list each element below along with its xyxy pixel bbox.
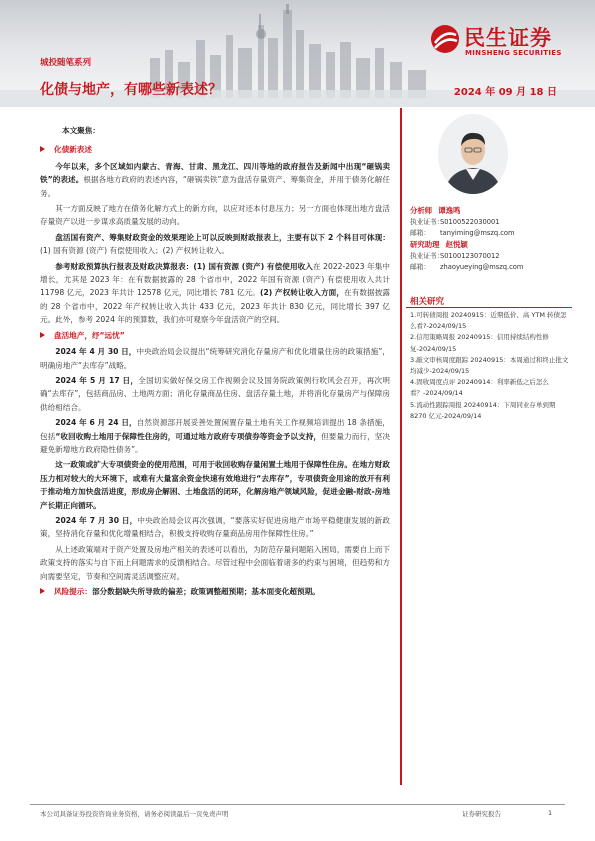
related-research-item[interactable]: 5.流动性跟踪周报 20240914：下周同业存单到期 8270 亿元-2024/09/14 [410, 400, 556, 420]
footer-disclaimer: 本公司具备证券投资咨询业务资格，请务必阅读最后一页免责声明 [40, 810, 229, 818]
body-paragraph [40, 260, 390, 327]
footer-divider [30, 804, 565, 805]
text-run: 根据各地方政府的表述内容，“砸锅卖铁”意为盘活存量资产、筹集资金，并用于债务化解任务。 [40, 175, 390, 198]
risk-warning [40, 585, 390, 598]
logo-mark-icon [430, 24, 460, 54]
analyst-name: 谭逸鸣 [438, 206, 461, 215]
header-banner [0, 0, 595, 107]
analyst-name-row [410, 239, 570, 251]
bold-text-run: 这一政策或扩大专项债资金的使用范围，可用于收回收购存量闲置土地用于保障性住房。在地方财政压力相对较大的大环境下，或难有大量富余资金快速有效地进行“去库存”，专项债资金用途的放开有利于推动地方加快盘活进度，形成房企解困、土地盘活的闭环，化解房地产领域风险，促进金融-财政-房地产长期正向循环。 [40, 460, 390, 510]
triangle-bullet-icon [40, 332, 45, 338]
text-run: 在有数据披露的 28 个省市中，2022 年产权转让收入共计 433 亿元，2023 年共计 830 亿元，同比增长 397 亿元。此外，参考 2024 年的预算数，我们亦可观察今年盘活资产的空间。 [40, 288, 391, 325]
body-paragraph [40, 231, 390, 258]
body-paragraph [40, 345, 390, 372]
footer-report-type: 证券研究报告 [462, 810, 501, 818]
analyst-email-link[interactable]: tanyiming@mszq.com [440, 229, 515, 237]
logo-text-cn: 民生证券 [464, 26, 552, 50]
section-heading [40, 329, 390, 342]
analyst-detail-key: 执业证书： [410, 218, 444, 226]
related-research-title: 相关研究 [410, 297, 445, 307]
analyst-role: 分析师 [410, 206, 433, 215]
bold-text-run: 2024 年 7 月 30 日， [55, 515, 138, 525]
body-paragraph [40, 543, 390, 583]
report-title: 化债与地产，有哪些新表述？ [40, 82, 222, 98]
analyst-photo [438, 114, 508, 194]
analyst-portrait-icon [438, 114, 508, 194]
triangle-bullet-icon [40, 588, 45, 594]
analyst-detail-key: 邮箱： [410, 229, 431, 237]
analyst-detail-row [410, 251, 570, 262]
text-run: 中央政治局会议提出“统筹研究消化存量房产和优化增量住房的政策措施”，明确房地产“去库存”战略。 [40, 347, 390, 370]
risk-label: 风险提示： [54, 587, 92, 596]
analyst-detail-key: 执业证书： [410, 252, 444, 260]
sections-container [40, 143, 390, 583]
logo-text-en: MINSHENG SECURITIES [465, 49, 562, 57]
analyst-cert-number: S0100522030001 [440, 218, 500, 226]
related-research-list [410, 310, 570, 422]
bold-text-run: 参考财政预算执行报表及财政决算报表：(1) 国有资源 (资产) 有偿使用收入 [55, 261, 313, 271]
related-research-item[interactable]: 4.固收周度点评 20240914：利率新低之后怎么看？-2024/09/14 [410, 378, 549, 398]
bold-text-run: 盘活国有资产、筹集财政资金的效果理论上可以反映到财政报表上，主要有以下 2 个科目可体现： [55, 232, 390, 242]
related-research-item[interactable]: 2.信用策略周报 20240915：信用持续结构性修复-2024/09/15 [410, 333, 549, 353]
company-logo [430, 22, 585, 64]
text-run: 自然资源部开展妥善处置闲置存量土地有关工作视频培训提出 18 条措施，包括 [40, 418, 390, 441]
bold-text-run: 2024 年 4 月 30 日， [55, 347, 137, 357]
main-column [40, 124, 390, 598]
report-date: 2024 年 09 月 18 日 [453, 87, 557, 98]
text-run: 中央政治局会议再次强调，“要落实好促进房地产市场平稳健康发展的新政策，坚持消化存量和优化增量相结合，积极支持收购存量商品房用作保障性住房。” [40, 515, 390, 539]
analyst-cert-number: S0100123070012 [440, 252, 500, 260]
bold-text-run: 2024 年 6 月 24 日， [55, 418, 137, 428]
analyst-email-link[interactable]: zhaoyueying@mszq.com [440, 263, 524, 271]
body-paragraph [40, 514, 390, 541]
analyst-detail-row [410, 217, 570, 228]
analyst-info [410, 205, 570, 273]
analyst-name: 赵悦颖 [445, 240, 468, 249]
section-heading-text: 化债新表述 [54, 145, 92, 155]
analyst-role: 研究助理 [410, 240, 440, 249]
related-divider [406, 307, 572, 308]
text-run: (1) 国有资源 (资产) 有偿使用收入；(2) 产权转让收入。 [40, 246, 229, 256]
page-number: 1 [548, 809, 553, 817]
body-paragraph [40, 202, 390, 229]
focus-label: 本文聚焦： [62, 126, 100, 135]
body-paragraph [40, 416, 390, 456]
analyst-detail-key: 邮箱： [410, 263, 431, 271]
body-paragraph [40, 374, 390, 414]
section-heading-text: 盘活地产，纾“远忧” [54, 330, 125, 340]
body-paragraph [40, 458, 390, 512]
column-divider [400, 108, 402, 785]
bold-text-run: “收回收购土地用于保障性住房的，可通过地方政府专项债券等资金予以支持， [55, 431, 322, 441]
related-research-item[interactable]: 1.可转债周报 20240915：近期低价、高 YTM 转债怎么看?-2024/09/15 [410, 311, 567, 331]
analyst-name-row [410, 205, 570, 217]
section-heading [40, 143, 390, 156]
text-run: 在 2022-2023 年集中增长，尤其是 2023 年：在有数据披露的 28 个省市中，2022 年国有资源 (资产) 有偿使用收入共计 11798 亿元，2023 年共计 12578 亿元，同比增长 781 亿元。 [40, 261, 391, 298]
text-run: 从上述政策端对于资产处置及房地产相关的表述可以看出，为防范存量问题陷入困局，需要自上而下政策支持的落实与自下而上问题需求的反馈相结合。尽管过程中会面临着诸多的约束与困境，但趋势和方向需要坚定，节奏和空间需灵活调整应对。 [40, 544, 390, 581]
related-research-item[interactable]: 3.敲文审核周度跟踪 20240915：本周通过和终止批文均减少-2024/09/15 [410, 355, 569, 376]
text-run: 但要量力而行，坚决避免新增地方政府隐性债务”。 [40, 431, 391, 454]
text-run: 全国切实做好保交房工作视频会议及国务院政策例行吹风会召开，再次明确“去库存”，包括商品房、土地两方面；消化存量商品住房、盘活存量土地，并将消化存量房产与保障房供给相结合。 [40, 375, 390, 412]
bold-text-run: 2024 年 5 月 17 日， [55, 375, 139, 385]
report-series: 城投随笔系列 [40, 58, 92, 68]
bold-text-run: 今年以来，多个区域如内蒙古、青海、甘肃、黑龙江、四川等地的政府报告及新闻中出现“砸锅卖铁”的表述。 [40, 161, 390, 185]
text-run: 其一方面反映了地方在债务化解方式上的新方向，以应对还本付息压力；另一方面也体现出地方盘活存量资产以进一步谋求高质量发展的动向。 [40, 204, 390, 227]
body-paragraph [40, 160, 390, 200]
risk-text: 部分数据缺失所导致的偏差；政策调整超预期；基本面变化超预期。 [91, 587, 320, 596]
analyst-detail-row [410, 228, 570, 239]
bold-text-run: (2) 产权转让收入方面， [259, 288, 345, 298]
analyst-detail-row [410, 262, 570, 273]
triangle-bullet-icon [40, 146, 45, 152]
